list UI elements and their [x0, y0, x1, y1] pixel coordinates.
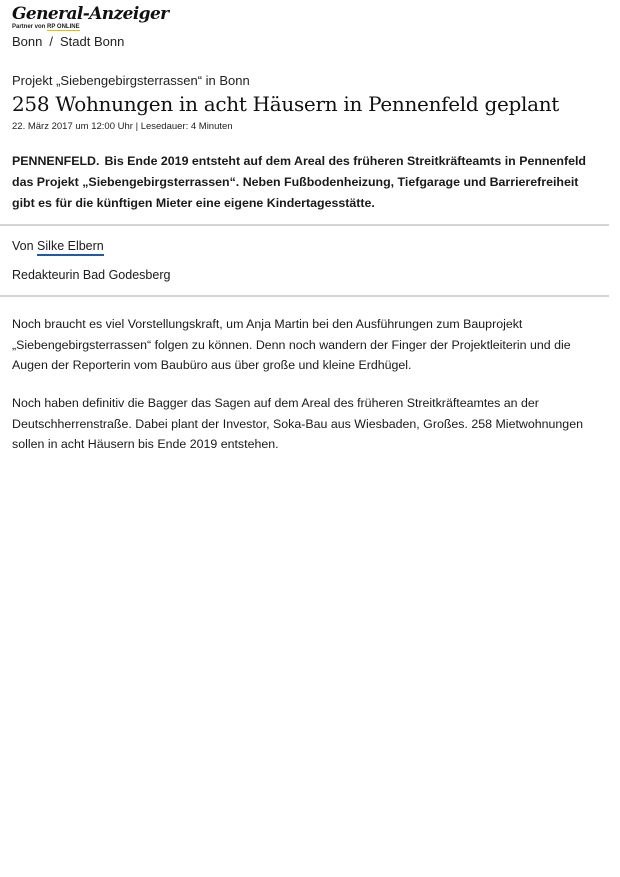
author-role: Redakteurin Bad Godesberg — [12, 268, 171, 282]
breadcrumb-item-bonn[interactable]: Bonn — [12, 34, 43, 49]
logo-partner-name: RP ONLINE — [47, 24, 80, 30]
article-meta — [12, 121, 233, 133]
page-title: 258 Wohnungen in acht Häusern in Pennenfeld geplant — [12, 92, 560, 116]
logo-wordmark: General-Anzeiger — [12, 4, 169, 24]
article-lead — [12, 151, 597, 214]
article-kicker: Projekt „Siebengebirgsterrassen“ in Bonn — [12, 73, 250, 88]
article-paragraph-2: Noch haben definitiv die Bagger das Sagen auf dem Areal des früheren Streitkräfteamtes an der Deutschherrenstraße. Dabei plant der Investor, Soka-Bau aus Wiesbaden, Großes. 258 Mietwohnungen sollen in acht Häusern bis Ende 2019 entstehen. — [12, 396, 583, 451]
breadcrumb-separator: / — [49, 34, 53, 49]
article-dateline: PENNENFELD. — [12, 154, 100, 168]
byline-prefix: Von — [12, 239, 34, 253]
divider-top — [0, 224, 609, 226]
breadcrumb — [12, 34, 124, 50]
divider-bottom — [0, 295, 609, 297]
meta-separator: | — [132, 121, 141, 132]
logo-partner-prefix: Partner von — [12, 24, 46, 30]
reading-time: Lesedauer: 4 Minuten — [140, 121, 233, 132]
site-logo[interactable] — [12, 4, 169, 34]
breadcrumb-item-stadt-bonn[interactable]: Stadt Bonn — [60, 34, 125, 49]
author-link[interactable]: Silke Elbern — [37, 239, 104, 256]
article-date: 22. März 2017 um 12:00 Uhr — [12, 121, 133, 132]
article-lead-text: Bis Ende 2019 entsteht auf dem Areal des früheren Streitkräfteamts in Pennenfeld das Projekt „Siebengebirgsterrassen“. Neben Fußbodenheizung, Tiefgarage und Barrierefreiheit gibt es für die künftigen Mieter eine eigene Kindertagesstätte. — [12, 154, 586, 210]
byline — [12, 238, 104, 255]
logo-partner-line — [12, 24, 152, 31]
article-paragraph-1: Noch braucht es viel Vorstellungskraft, um Anja Martin bei den Ausführungen zum Bauprojekt „Siebengebirgsterrassen“ folgen zu können. Denn noch wandern der Finger der Projektleiterin und die Augen der Reporterin vom Baubüro aus über große und kleine Erdhügel. — [12, 317, 571, 372]
